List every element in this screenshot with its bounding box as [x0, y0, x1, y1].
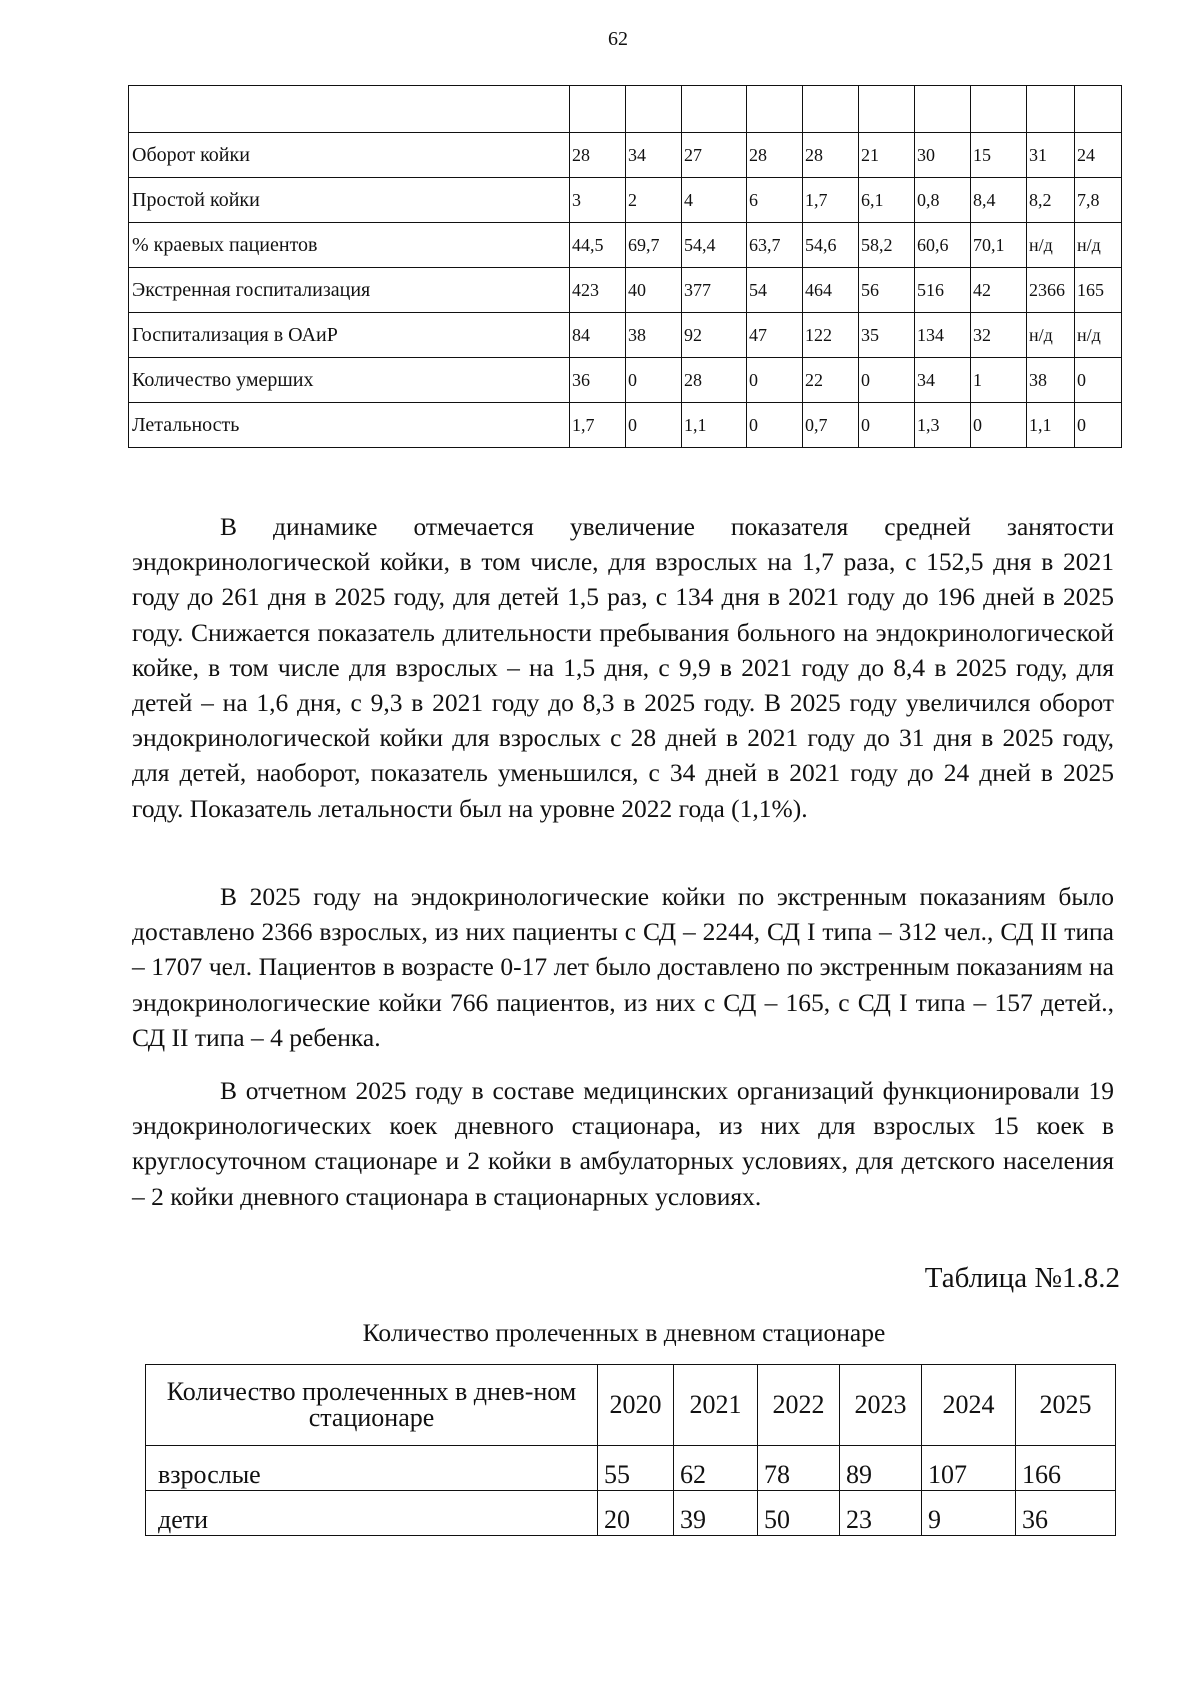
table-cell: 62 [674, 1446, 758, 1491]
table-row [146, 1446, 1116, 1491]
table-cell: 165 [1075, 268, 1122, 313]
table-cell: 23 [840, 1491, 922, 1536]
table-cell: 6 [747, 178, 803, 223]
table-cell: 377 [682, 268, 747, 313]
table-title: Количество пролеченных в дневном стационаре [362, 1318, 886, 1347]
table-cell: 0 [747, 403, 803, 448]
table-row [129, 268, 1122, 313]
table-cell: 84 [570, 313, 626, 358]
table-cell: 15 [971, 133, 1027, 178]
table-cell: 54,6 [803, 223, 859, 268]
table-cell: 21 [859, 133, 915, 178]
table-cell: 464 [803, 268, 859, 313]
table-row [129, 133, 1122, 178]
table-cell: 8,2 [1027, 178, 1075, 223]
table-cell: н/д [1075, 313, 1122, 358]
table-cell: 38 [1027, 358, 1075, 403]
table-cell: 1,3 [915, 403, 971, 448]
table-cell: 28 [682, 358, 747, 403]
row-label: Летальность [129, 403, 570, 448]
header-label: Количество пролеченных в днев-ном стационаре [146, 1365, 598, 1446]
table-row [146, 1491, 1116, 1536]
table-cell: 1,7 [570, 403, 626, 448]
table-cell: 9 [922, 1491, 1016, 1536]
table-cell: 39 [674, 1491, 758, 1536]
table-cell: 2366 [1027, 268, 1075, 313]
table-header-row [146, 1365, 1116, 1446]
table-cell: 0,8 [915, 178, 971, 223]
table-row [129, 403, 1122, 448]
table-cell: н/д [1075, 223, 1122, 268]
table-cell: 7,8 [1075, 178, 1122, 223]
table-caption: Таблица №1.8.2 [924, 1262, 1120, 1294]
table-cell: н/д [1027, 223, 1075, 268]
table-cell: 28 [747, 133, 803, 178]
table-row [129, 358, 1122, 403]
table-cell: 30 [915, 133, 971, 178]
table-cell: 423 [570, 268, 626, 313]
year-header: 2024 [922, 1365, 1016, 1446]
table-cell: 60,6 [915, 223, 971, 268]
table-cell: 20 [598, 1491, 674, 1536]
table-cell: 50 [758, 1491, 840, 1536]
table-cell: 0,7 [803, 403, 859, 448]
table-cell: 1 [971, 358, 1027, 403]
table-cell: 1,7 [803, 178, 859, 223]
table-cell: 107 [922, 1446, 1016, 1491]
row-label: % краевых пациентов [129, 223, 570, 268]
table-cell: 6,1 [859, 178, 915, 223]
table-cell: 2 [626, 178, 682, 223]
table-cell: 32 [971, 313, 1027, 358]
paragraph-day-hospital: В отчетном 2025 году в составе медицинских организаций функционировали 19 эндокринологических коек дневного стационара, из них для взрослых 15 коек в круглосуточном стационаре и 2 койки в амбулаторных условиях, для детского населения – 2 койки дневного стационара в стационарных условиях. [132, 1076, 1114, 1211]
table-cell: 0 [747, 358, 803, 403]
table-cell: 31 [1027, 133, 1075, 178]
table-cell: 58,2 [859, 223, 915, 268]
table-cell: 34 [626, 133, 682, 178]
table-cell: 56 [859, 268, 915, 313]
table-cell: 516 [915, 268, 971, 313]
table-cell: 0 [626, 403, 682, 448]
table-cell: н/д [1027, 313, 1075, 358]
table-cell: 36 [570, 358, 626, 403]
table-cell: 40 [626, 268, 682, 313]
table-cell: 1,1 [1027, 403, 1075, 448]
table-cell: 4 [682, 178, 747, 223]
table-cell: 42 [971, 268, 1027, 313]
table-cell: 28 [570, 133, 626, 178]
table-cell: 89 [840, 1446, 922, 1491]
table-cell: 24 [1075, 133, 1122, 178]
table-cell: 36 [1016, 1491, 1116, 1536]
paragraph-dynamics: В динамике отмечается увеличение показателя средней занятости эндокринологической койки, в том числе, для взрослых на 1,7 раза, с 152,5 дня в 2021 году до 261 дня в 2025 году, для детей 1,5 раз, с 134 дня в 2021 году до 196 дней в 2025 году. Снижается показатель длительности пребывания больного на эндокринологической койке, в том числе для взрослых – на 1,5 дня, с 9,9 в 2021 году до 8,4 в 2025 году, для детей – на 1,6 дня, с 9,3 в 2021 году до 8,3 в 2025 году. В 2025 году увеличился оборот эндокринологической койки для взрослых с 28 дней в 2021 году до 31 дня в 2025 году, для детей, наоборот, показатель уменьшился, с 34 дней в 2021 году до 24 дней в 2025 году. Показатель летальности был на уровне 2022 года (1,1%). [132, 512, 1114, 823]
table-cell: 69,7 [626, 223, 682, 268]
row-label: Простой койки [129, 178, 570, 223]
table-cell: 122 [803, 313, 859, 358]
table-cell: 27 [682, 133, 747, 178]
table-cell: 0 [971, 403, 1027, 448]
year-header: 2023 [840, 1365, 922, 1446]
year-header: 2022 [758, 1365, 840, 1446]
paragraph-emergency: В 2025 году на эндокринологические койки по экстренным показаниям было доставлено 2366 взрослых, из них пациенты с СД – 2244, СД I типа – 312 чел., СД II типа – 1707 чел. Пациентов в возрасте 0-17 лет было доставлено по экстренным показаниям на эндокринологические койки 766 пациентов, из них с СД – 165, с СД I типа – 157 детей., СД II типа – 4 ребенка. [132, 882, 1114, 1052]
table-cell: 166 [1016, 1446, 1116, 1491]
day-hospital-table [145, 1364, 1116, 1536]
year-header: 2021 [674, 1365, 758, 1446]
year-header: 2025 [1016, 1365, 1116, 1446]
row-label: Оборот койки [129, 133, 570, 178]
table-cell: 47 [747, 313, 803, 358]
row-label: дети [146, 1491, 598, 1536]
table-cell: 70,1 [971, 223, 1027, 268]
row-label: взрослые [146, 1446, 598, 1491]
table-header-row [129, 86, 1122, 133]
row-label: Госпитализация в ОАиР [129, 313, 570, 358]
table-row [129, 313, 1122, 358]
year-header: 2020 [598, 1365, 674, 1446]
table-cell: 44,5 [570, 223, 626, 268]
table-cell: 38 [626, 313, 682, 358]
table-cell: 28 [803, 133, 859, 178]
table-cell: 78 [758, 1446, 840, 1491]
table-cell: 54 [747, 268, 803, 313]
table-cell: 0 [1075, 358, 1122, 403]
table-cell: 8,4 [971, 178, 1027, 223]
table-cell: 34 [915, 358, 971, 403]
table-row [129, 178, 1122, 223]
table-cell: 0 [626, 358, 682, 403]
table-cell: 55 [598, 1446, 674, 1491]
table-cell: 3 [570, 178, 626, 223]
page-number: 62 [608, 28, 628, 50]
table-cell: 1,1 [682, 403, 747, 448]
row-label: Количество умерших [129, 358, 570, 403]
hospital-indicators-table [128, 85, 1122, 448]
table-cell: 35 [859, 313, 915, 358]
table-cell: 92 [682, 313, 747, 358]
table-cell: 54,4 [682, 223, 747, 268]
table-cell: 0 [859, 403, 915, 448]
table-row [129, 223, 1122, 268]
row-label: Экстренная госпитализация [129, 268, 570, 313]
table-cell: 22 [803, 358, 859, 403]
table-cell: 63,7 [747, 223, 803, 268]
table-cell: 134 [915, 313, 971, 358]
table-cell: 0 [1075, 403, 1122, 448]
table-cell: 0 [859, 358, 915, 403]
